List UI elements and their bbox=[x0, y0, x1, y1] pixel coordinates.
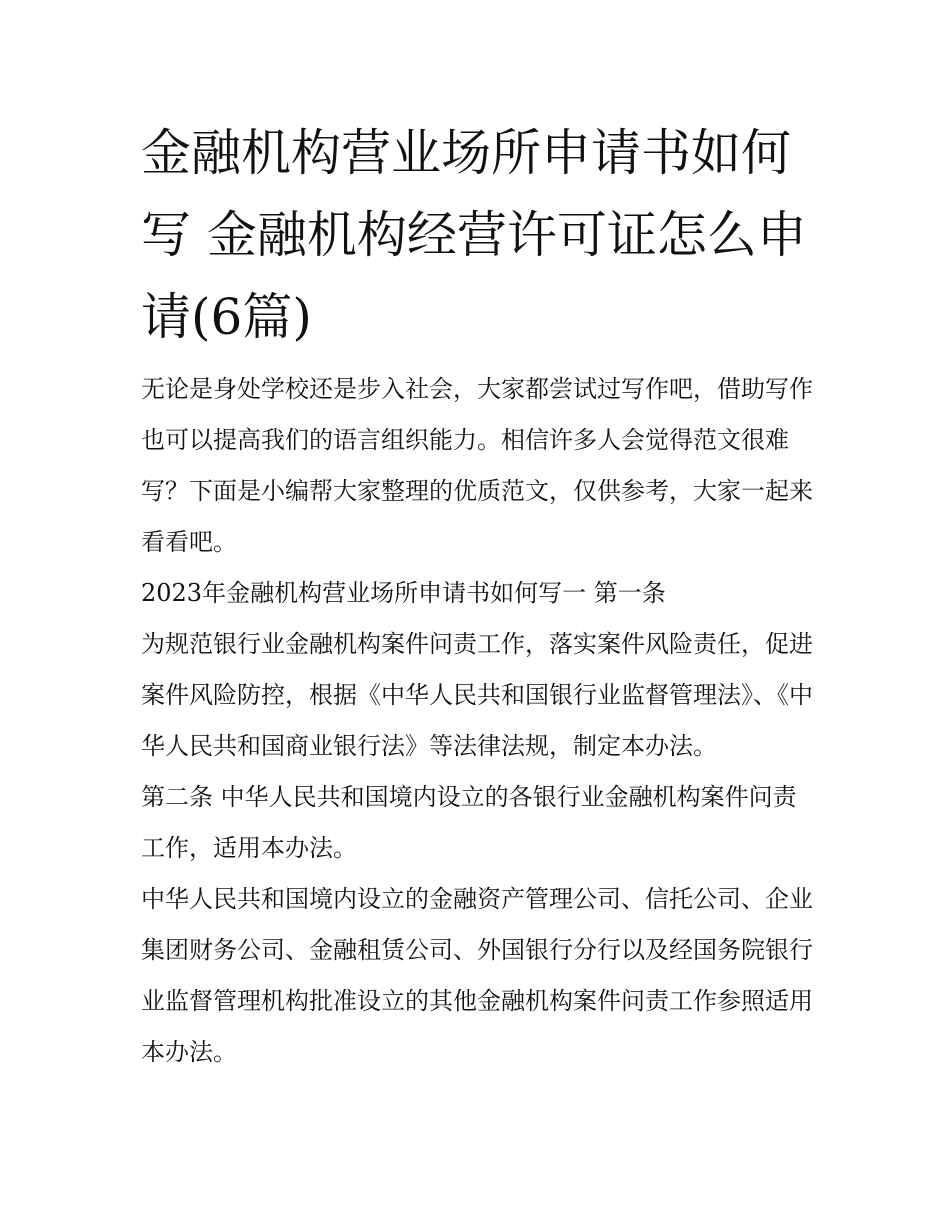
intro-paragraph: 无论是身处学校还是步入社会，大家都尝试过写作吧，借助写作也可以提高我们的语言组织能力。相信许多人会觉得范文很难写？下面是小编帮大家整理的优质范文，仅供参考，大家一起来看看吧。 bbox=[141, 375, 813, 556]
article-one-paragraph: 为规范银行业金融机构案件问责工作，落实案件风险责任，促进案件风险防控，根据《中华人民共和国银行业监督管理法》、《中华人民共和国商业银行法》等法律法规，制定本办法。 bbox=[141, 630, 813, 760]
section-heading: 2023年金融机构营业场所申请书如何写一 第一条 bbox=[141, 579, 666, 607]
article-two-paragraph: 第二条 中华人民共和国境内设立的各银行业金融机构案件问责工作，适用本办法。 bbox=[141, 783, 797, 862]
document-title: 金融机构营业场所申请书如何写 金融机构经营许可证怎么申请(6篇) bbox=[141, 124, 807, 346]
scope-paragraph: 中华人民共和国境内设立的金融资产管理公司、信托公司、企业集团财务公司、金融租赁公司、外国银行分行以及经国务院银行业监督管理机构批准设立的其他金融机构案件问责工作参照适用本办法。 bbox=[141, 885, 813, 1066]
document-page bbox=[141, 112, 813, 1078]
